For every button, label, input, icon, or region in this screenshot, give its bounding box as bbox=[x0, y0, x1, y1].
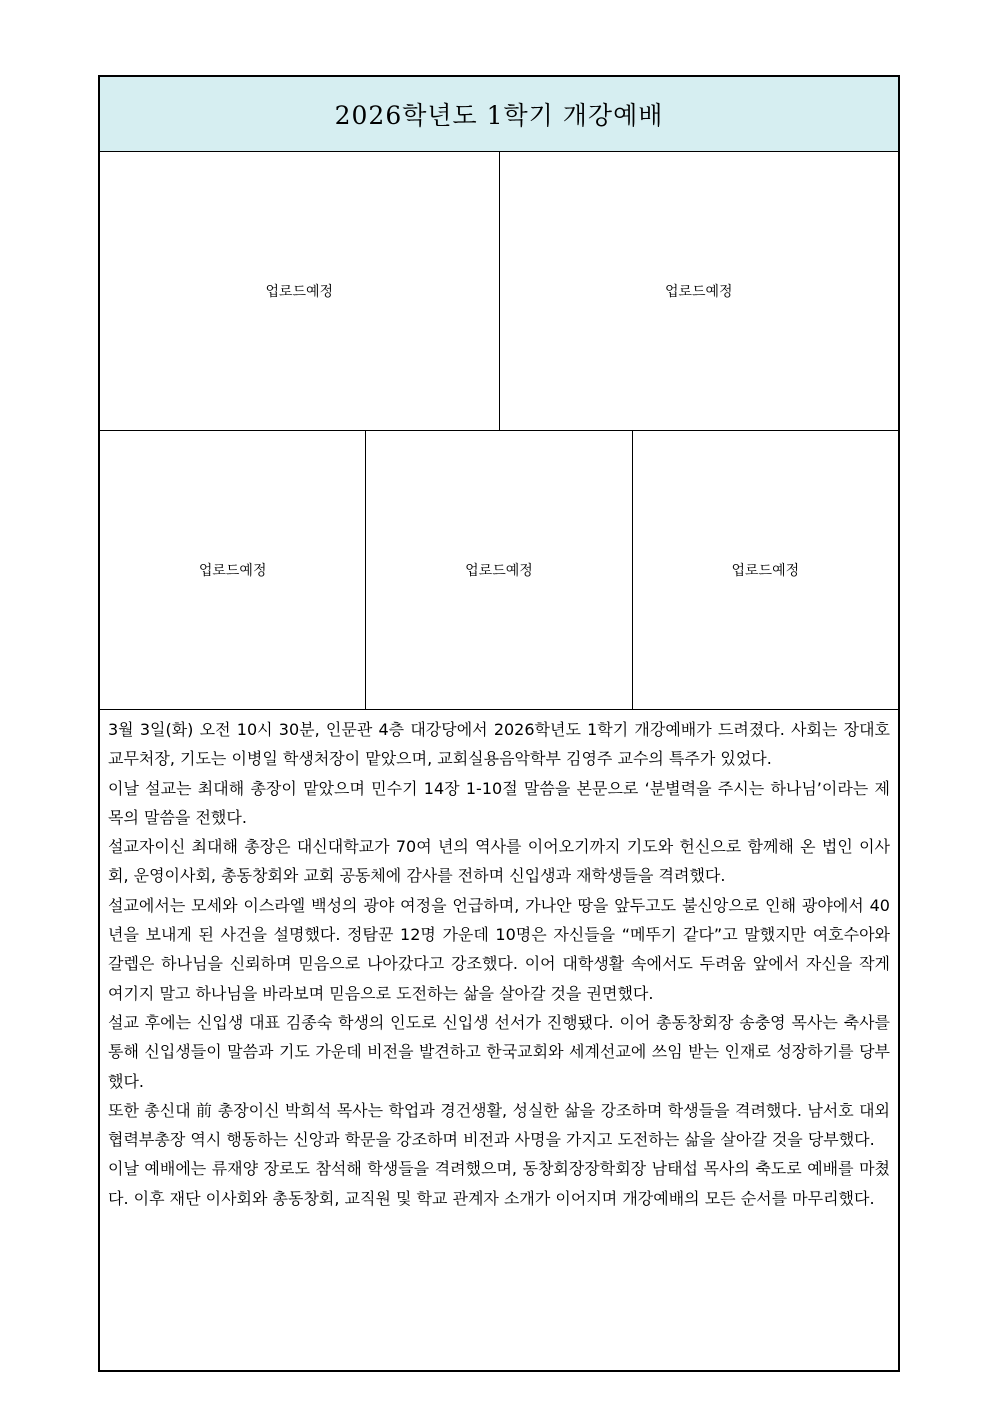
photo-placeholder-4: 업로드예정 bbox=[366, 431, 632, 709]
paragraph: 설교 후에는 신입생 대표 김종숙 학생의 인도로 신입생 선서가 진행됐다. 이어 총동창회장 송충영 목사는 축사를 통해 신입생들이 말씀과 기도 가운데 비전을 발견하고 한국교회와 세계선교에 쓰임 받는 인재로 성장하기를 당부했다. bbox=[108, 1012, 890, 1091]
paragraph: 3월 3일(화) 오전 10시 30분, 인문관 4층 대강당에서 2026학년도 1학기 개강예배가 드려졌다. 사회는 장대호 교무처장, 기도는 이병일 학생처장이 맡았으며, 교회실용음악학부 김영주 교수의 특주가 있었다. bbox=[108, 720, 890, 769]
photo-placeholder-3: 업로드예정 bbox=[100, 431, 366, 709]
photo-row-top bbox=[100, 152, 898, 431]
document-frame bbox=[98, 75, 900, 1372]
article-body bbox=[108, 715, 890, 1213]
title-bar bbox=[100, 77, 898, 152]
paragraph: 설교에서는 모세와 이스라엘 백성의 광야 여정을 언급하며, 가나안 땅을 앞두고도 불신앙으로 인해 광야에서 40년을 보내게 된 사건을 설명했다. 정탐꾼 12명 가운데 10명은 자신들을 “메뚜기 같다”고 말했지만 여호수아와 갈렙은 하나님을 신뢰하며 믿음으로 나아갔다고 강조했다. 이어 대학생활 속에서도 두려움 앞에서 자신을 작게 여기지 말고 하나님을 바라보며 믿음으로 도전하는 삶을 살아갈 것을 권면했다. bbox=[108, 895, 890, 1003]
photo-placeholder-5: 업로드예정 bbox=[731, 563, 800, 579]
photo-placeholder-2: 업로드예정 bbox=[664, 284, 733, 300]
page-title: 2026학년도 1학기 개강예배 bbox=[334, 101, 664, 130]
paragraph: 이날 설교는 최대해 총장이 맡았으며 민수기 14장 1-10절 말씀을 본문으로 ‘분별력을 주시는 하나님’이라는 제목의 말씀을 전했다. bbox=[108, 778, 890, 827]
photo-placeholder-1: 업로드예정 bbox=[100, 152, 500, 430]
paragraph: 또한 총신대 前 총장이신 박희석 목사는 학업과 경건생활, 성실한 삶을 강조하며 학생들을 격려했다. 남서호 대외협력부총장 역시 행동하는 신앙과 학문을 강조하며 비전과 사명을 가지고 도전하는 삶을 살아갈 것을 당부했다. bbox=[108, 1100, 890, 1150]
photo-row-bottom bbox=[100, 431, 898, 710]
paragraph: 설교자이신 최대해 총장은 대신대학교가 70여 년의 역사를 이어오기까지 기도와 헌신으로 함께해 온 법인 이사회, 운영이사회, 총동창회와 교회 공동체에 감사를 전하며 신입생과 재학생들을 격려했다. bbox=[108, 837, 890, 886]
paragraph: 이날 예배에는 류재양 장로도 참석해 학생들을 격려했으며, 동창회장장학회장 남태섭 목사의 축도로 예배를 마쳤다. 이후 재단 이사회와 총동창회, 교직원 및 학교 관계자 소개가 이어지며 개강예배의 모든 순서를 마무리했다. bbox=[108, 1159, 890, 1208]
